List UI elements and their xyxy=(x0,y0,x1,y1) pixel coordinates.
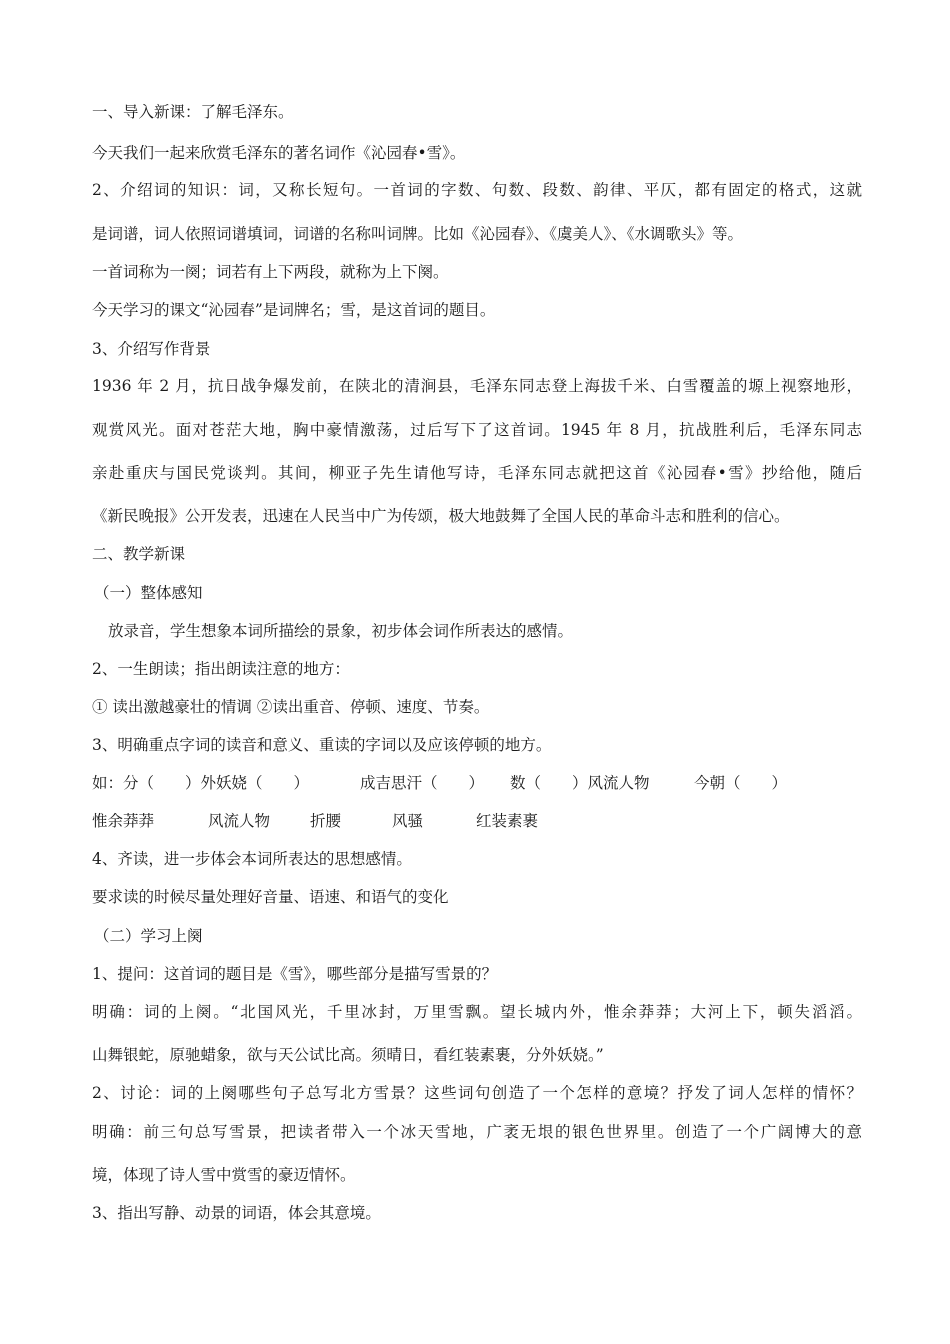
paragraph-line: 今天学习的课文“沁园春”是词牌名；雪，是这首词的题目。 xyxy=(92,301,496,319)
paragraph-line: 今天我们一起来欣赏毛泽东的著名词作《沁园春•雪》。 xyxy=(92,144,466,162)
example-item: 成吉思汗（ ） xyxy=(360,774,485,792)
paragraph-line: 山舞银蛇，原驰蜡象，欲与天公试比高。须晴日，看红装素裹，分外妖娆。” xyxy=(92,1046,604,1064)
paragraph-line: 明确：前三句总写雪景，把读者带入一个冰天雪地，广袤无垠的银色世界里。创造了一个广阔博大的意 xyxy=(92,1123,862,1141)
example-item: 数（ ）风流人物 xyxy=(510,774,650,792)
paragraph-line: 1、提问：这首词的题目是《雪》，哪些部分是描写雪景的？ xyxy=(92,965,498,983)
example-row xyxy=(92,773,862,793)
word-item: 风骚 xyxy=(392,812,424,830)
subheading-background: 3、介绍写作背景 xyxy=(92,340,211,358)
word-item: 惟余莽莽 xyxy=(92,812,155,830)
paragraph-line: 2、讨论：词的上阕哪些句子总写北方雪景？这些词句创造了一个怎样的意境？抒发了词人怎样的情怀？ xyxy=(92,1084,862,1102)
paragraph-line: 境，体现了诗人雪中赏雪的豪迈情怀。 xyxy=(92,1166,356,1184)
section-heading-intro: 一、导入新课：了解毛泽东。 xyxy=(92,103,294,121)
paragraph-line: 放录音，学生想象本词所描绘的景象，初步体会词作所表达的感情。 xyxy=(108,622,574,640)
paragraph-line: 观赏风光。面对苍茫大地，胸中豪情激荡，过后写下了这首词。1945 年 8 月，抗战胜利后，毛泽东同志 xyxy=(92,421,862,439)
example-item: 如：分（ ）外妖娆（ ） xyxy=(92,774,310,792)
paragraph-line: 《新民晚报》公开发表，迅速在人民当中广为传颂，极大地鼓舞了全国人民的革命斗志和胜利的信心。 xyxy=(92,507,790,525)
paragraph-line: 亲赴重庆与国民党谈判。其间，柳亚子先生请他写诗，毛泽东同志就把这首《沁园春•雪》抄给他，随后 xyxy=(92,464,862,482)
subheading-overall: （一）整体感知 xyxy=(94,584,203,602)
paragraph-line: ① 读出激越豪壮的情调 ②读出重音、停顿、速度、节奏。 xyxy=(92,698,490,716)
word-item: 红装素裹 xyxy=(476,812,539,830)
paragraph-line: 要求读的时候尽量处理好音量、语速、和语气的变化 xyxy=(92,888,449,906)
subheading-upper-stanza: （二）学习上阕 xyxy=(94,927,203,945)
section-heading-new-lesson: 二、教学新课 xyxy=(92,545,186,563)
paragraph-line: 一首词称为一阕；词若有上下两段，就称为上下阕。 xyxy=(92,263,449,281)
paragraph-line: 3、明确重点字词的读音和意义、重读的字词以及应该停顿的地方。 xyxy=(92,736,552,754)
paragraph-line: 1936 年 2 月，抗日战争爆发前，在陕北的清涧县，毛泽东同志登上海拔千米、白雪覆盖的塬上视察地形， xyxy=(92,377,862,395)
paragraph-line: 3、指出写静、动景的词语，体会其意境。 xyxy=(92,1204,381,1222)
paragraph-line: 4、齐读，进一步体会本词所表达的思想感情。 xyxy=(92,850,412,868)
paragraph-line: 2、一生朗读；指出朗读注意的地方： xyxy=(92,660,350,678)
words-row xyxy=(92,811,862,831)
paragraph-line: 明确：词的上阕。“北国风光，千里冰封，万里雪飘。望长城内外，惟余莽莽；大河上下，顿失滔滔。 xyxy=(92,1003,862,1021)
example-item: 今朝（ ） xyxy=(694,774,788,792)
paragraph-line: 2、介绍词的知识：词，又称长短句。一首词的字数、句数、段数、韵律、平仄，都有固定的格式，这就 xyxy=(92,181,862,199)
word-item: 折腰 xyxy=(310,812,342,830)
paragraph-line: 是词谱，词人依照词谱填词，词谱的名称叫词牌。比如《沁园春》、《虞美人》、《水调歌头》等。 xyxy=(92,225,744,243)
word-item: 风流人物 xyxy=(208,812,271,830)
